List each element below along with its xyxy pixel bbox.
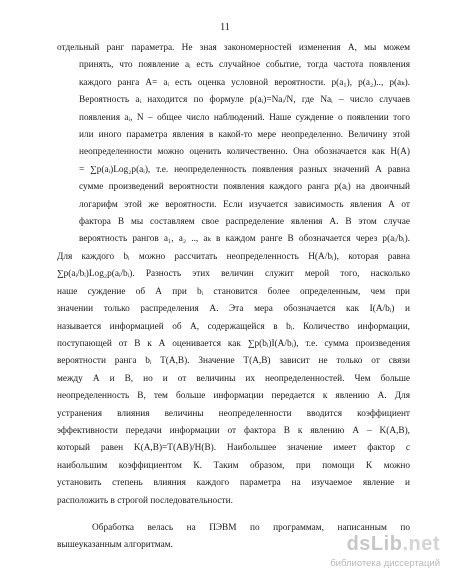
text-line: = ∑p(aᵢ)Log₂p(aᵢ), т.е. неопределенность появления разных значений А равна [79, 164, 410, 175]
text-line: принять, что появление aᵢ есть случайное событие, тогда частота появления [79, 60, 410, 71]
text-line: Вероятность aᵢ находится по формуле p(aᵢ)=Naᵢ/N, где Naᵢ – число случаев [79, 95, 410, 106]
text-line: называется информацией об А, содержащейся в bᵢ. Количество информации, [57, 321, 410, 332]
text-line: наше суждение об А при bᵢ становится более определенным, чем при [57, 286, 410, 297]
text-line: логарифм этой же вероятности. Если изучается зависимость явления А от [79, 199, 410, 210]
text-line: значении только распределения А. Эта мера обозначается как I(A/bᵢ) и [57, 304, 410, 315]
text-line: неопределенности можно оценить количественно. Она обозначается как H(A) [79, 147, 410, 158]
text-line: фактора В мы составляем свое распределение явления А. В этом случае [79, 217, 410, 228]
text-line: эффективности передачи информации от фактора В к явлению А – K(A,B), [57, 425, 410, 436]
text-line: установить степень влияния каждого параметра на изучаемое явление и [57, 478, 410, 489]
text-line: вероятности ранга bᵢ T(A,B). Значение T(A,B) зависит не только от связи [57, 356, 410, 367]
watermark-subtitle: библиотека диссертаций [330, 558, 440, 569]
text-line: Обработка велась на ПЭВМ по программам, написанным по [92, 522, 410, 533]
text-line: Для каждого bᵢ можно рассчитать неопределенность H(A/bᵢ), которая равна [57, 251, 410, 262]
text-line: ∑p(aᵢ/bᵢ)Log₂p(aᵢ/bᵢ). Разность этих величин служит мерой того, насколько [57, 269, 410, 280]
text-line: между А и В, но и от величины их неопределенностей. Чем больше [57, 373, 410, 384]
text-line: наибольшим коэффициентом К. Таким образом, при помощи К можно [57, 460, 410, 471]
body-text [57, 40, 410, 555]
text-line: отдельный ранг параметра. Не зная закономерностей изменения А, мы можем [57, 43, 410, 53]
watermark [300, 533, 440, 573]
watermark-logo: dsLib.net [346, 533, 440, 555]
text-line: или иного параметра явления в какой-то мере неопределенно. Величину этой [79, 130, 410, 141]
text-line: расположить в строгой последовательности. [57, 495, 233, 506]
text-line: который равен K(A,B)=T(AB)/H(B). Наибольшее значение имеет фактор с [57, 443, 410, 454]
text-line: сумме произведений вероятности появления каждого ранга p(aᵢ) на двоичный [79, 182, 410, 193]
text-line: вероятность рангов a₁, a₂ .., aₖ в каждом ранге В обозначается через p(aᵢ/bᵢ). [79, 234, 410, 245]
text-line: каждого ранга А= aᵢ есть оценка условной вероятности. p(a₁), p(a₂).., p(aₖ). [79, 77, 410, 88]
text-line: появления aᵢ, N – общее число наблюдений. Наше суждение о появлении того [79, 112, 410, 123]
text-line: поступающей от В к А оценивается как ∑p(bᵢ)I(A/bᵢ), т.е. сумма произведения [57, 338, 410, 349]
text-line: неопределенность В, тем больше информации передается к явлению А. Для [57, 391, 410, 402]
text-line: устранения влияния величины неопределенности вводится коэффициент [57, 408, 410, 419]
text-line: вышеуказанным алгоритмам. [57, 540, 173, 551]
page-number: 11 [220, 22, 230, 33]
